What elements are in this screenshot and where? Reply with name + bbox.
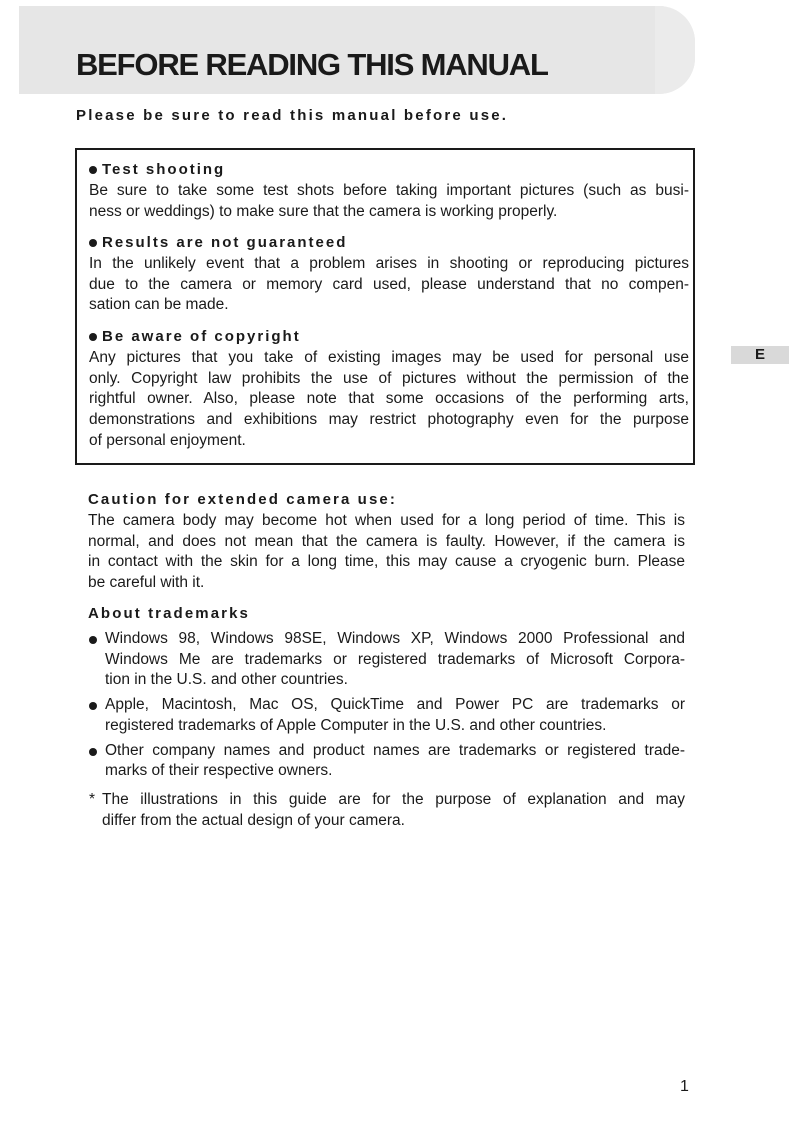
caution-line: be careful with it. bbox=[88, 574, 205, 592]
bullet-icon bbox=[89, 333, 97, 341]
trademark-line: marks of their respective owners. bbox=[105, 762, 333, 780]
trademarks-heading: About trademarks bbox=[88, 605, 250, 622]
notice-line: In the unlikely event that a problem arises in shooting or reproducing pictures bbox=[89, 255, 689, 272]
footnote-marker: * bbox=[89, 791, 96, 808]
page-number: 1 bbox=[680, 1078, 689, 1095]
notice-section-copyright bbox=[89, 326, 689, 452]
caution-section bbox=[88, 489, 685, 594]
footnote-line: The illustrations in this guide are for the purpose of explanation and may bbox=[102, 791, 685, 808]
trademark-line: Apple, Macintosh, Mac OS, QuickTime and Power PC are trademarks or bbox=[105, 696, 685, 714]
caution-line: in contact with the skin for a long time, this may cause a cryogenic burn. Please bbox=[88, 553, 685, 571]
notice-heading: Be aware of copyright bbox=[89, 326, 689, 348]
notice-line: demonstrations and exhibitions may restrict photography even for the purpose bbox=[89, 411, 689, 429]
intro-note: Please be sure to read this manual before use. bbox=[76, 107, 509, 124]
trademark-line: tion in the U.S. and other countries. bbox=[105, 671, 348, 689]
page-title: BEFORE READING THIS MANUAL bbox=[76, 47, 548, 82]
caution-line: The camera body may become hot when used for a long period of time. This is bbox=[88, 512, 685, 529]
trademark-line: Windows 98, Windows 98SE, Windows XP, Windows 2000 Professional and bbox=[105, 630, 685, 647]
bullet-icon bbox=[89, 636, 97, 644]
notice-line: due to the camera or memory card used, please understand that no compen- bbox=[89, 275, 689, 293]
notice-section-results bbox=[89, 232, 689, 316]
bullet-icon bbox=[89, 748, 97, 756]
caution-heading: Caution for extended camera use: bbox=[88, 491, 397, 508]
notice-heading: Test shooting bbox=[89, 159, 689, 181]
notice-line: sation can be made. bbox=[89, 296, 229, 314]
footnote bbox=[89, 790, 685, 831]
bullet-icon bbox=[89, 702, 97, 710]
notice-heading: Results are not guaranteed bbox=[89, 232, 689, 254]
notice-line: only. Copyright law prohibits the use of pictures without the permission of the bbox=[89, 369, 689, 387]
footnote-line: differ from the actual design of your camera. bbox=[102, 811, 405, 829]
language-tab: E bbox=[731, 346, 789, 364]
trademark-item bbox=[88, 741, 685, 782]
trademark-item bbox=[88, 629, 685, 691]
trademark-item bbox=[88, 695, 685, 736]
notice-line: rightful owner. Also, please note that some occasions of the performing arts, bbox=[89, 390, 689, 408]
notice-line: of personal enjoyment. bbox=[89, 431, 246, 449]
trademark-line: Windows Me are trademarks or registered trademarks of Microsoft Corpora- bbox=[105, 650, 685, 668]
bullet-icon bbox=[89, 166, 97, 174]
notice-line: ness or weddings) to make sure that the camera is working properly. bbox=[89, 202, 558, 220]
notice-box bbox=[75, 148, 695, 465]
notice-line: Be sure to take some test shots before taking important pictures (such as busi- bbox=[89, 182, 689, 199]
trademarks-section bbox=[88, 603, 685, 782]
trademark-line: registered trademarks of Apple Computer in the U.S. and other countries. bbox=[105, 716, 607, 734]
bullet-icon bbox=[89, 239, 97, 247]
notice-section-test-shooting bbox=[89, 159, 689, 222]
notice-line: Any pictures that you take of existing images may be used for personal use bbox=[89, 349, 689, 366]
caution-line: normal, and does not mean that the camera is faulty. However, if the camera is bbox=[88, 532, 685, 550]
trademark-line: Other company names and product names are trademarks or registered trade- bbox=[105, 741, 685, 759]
